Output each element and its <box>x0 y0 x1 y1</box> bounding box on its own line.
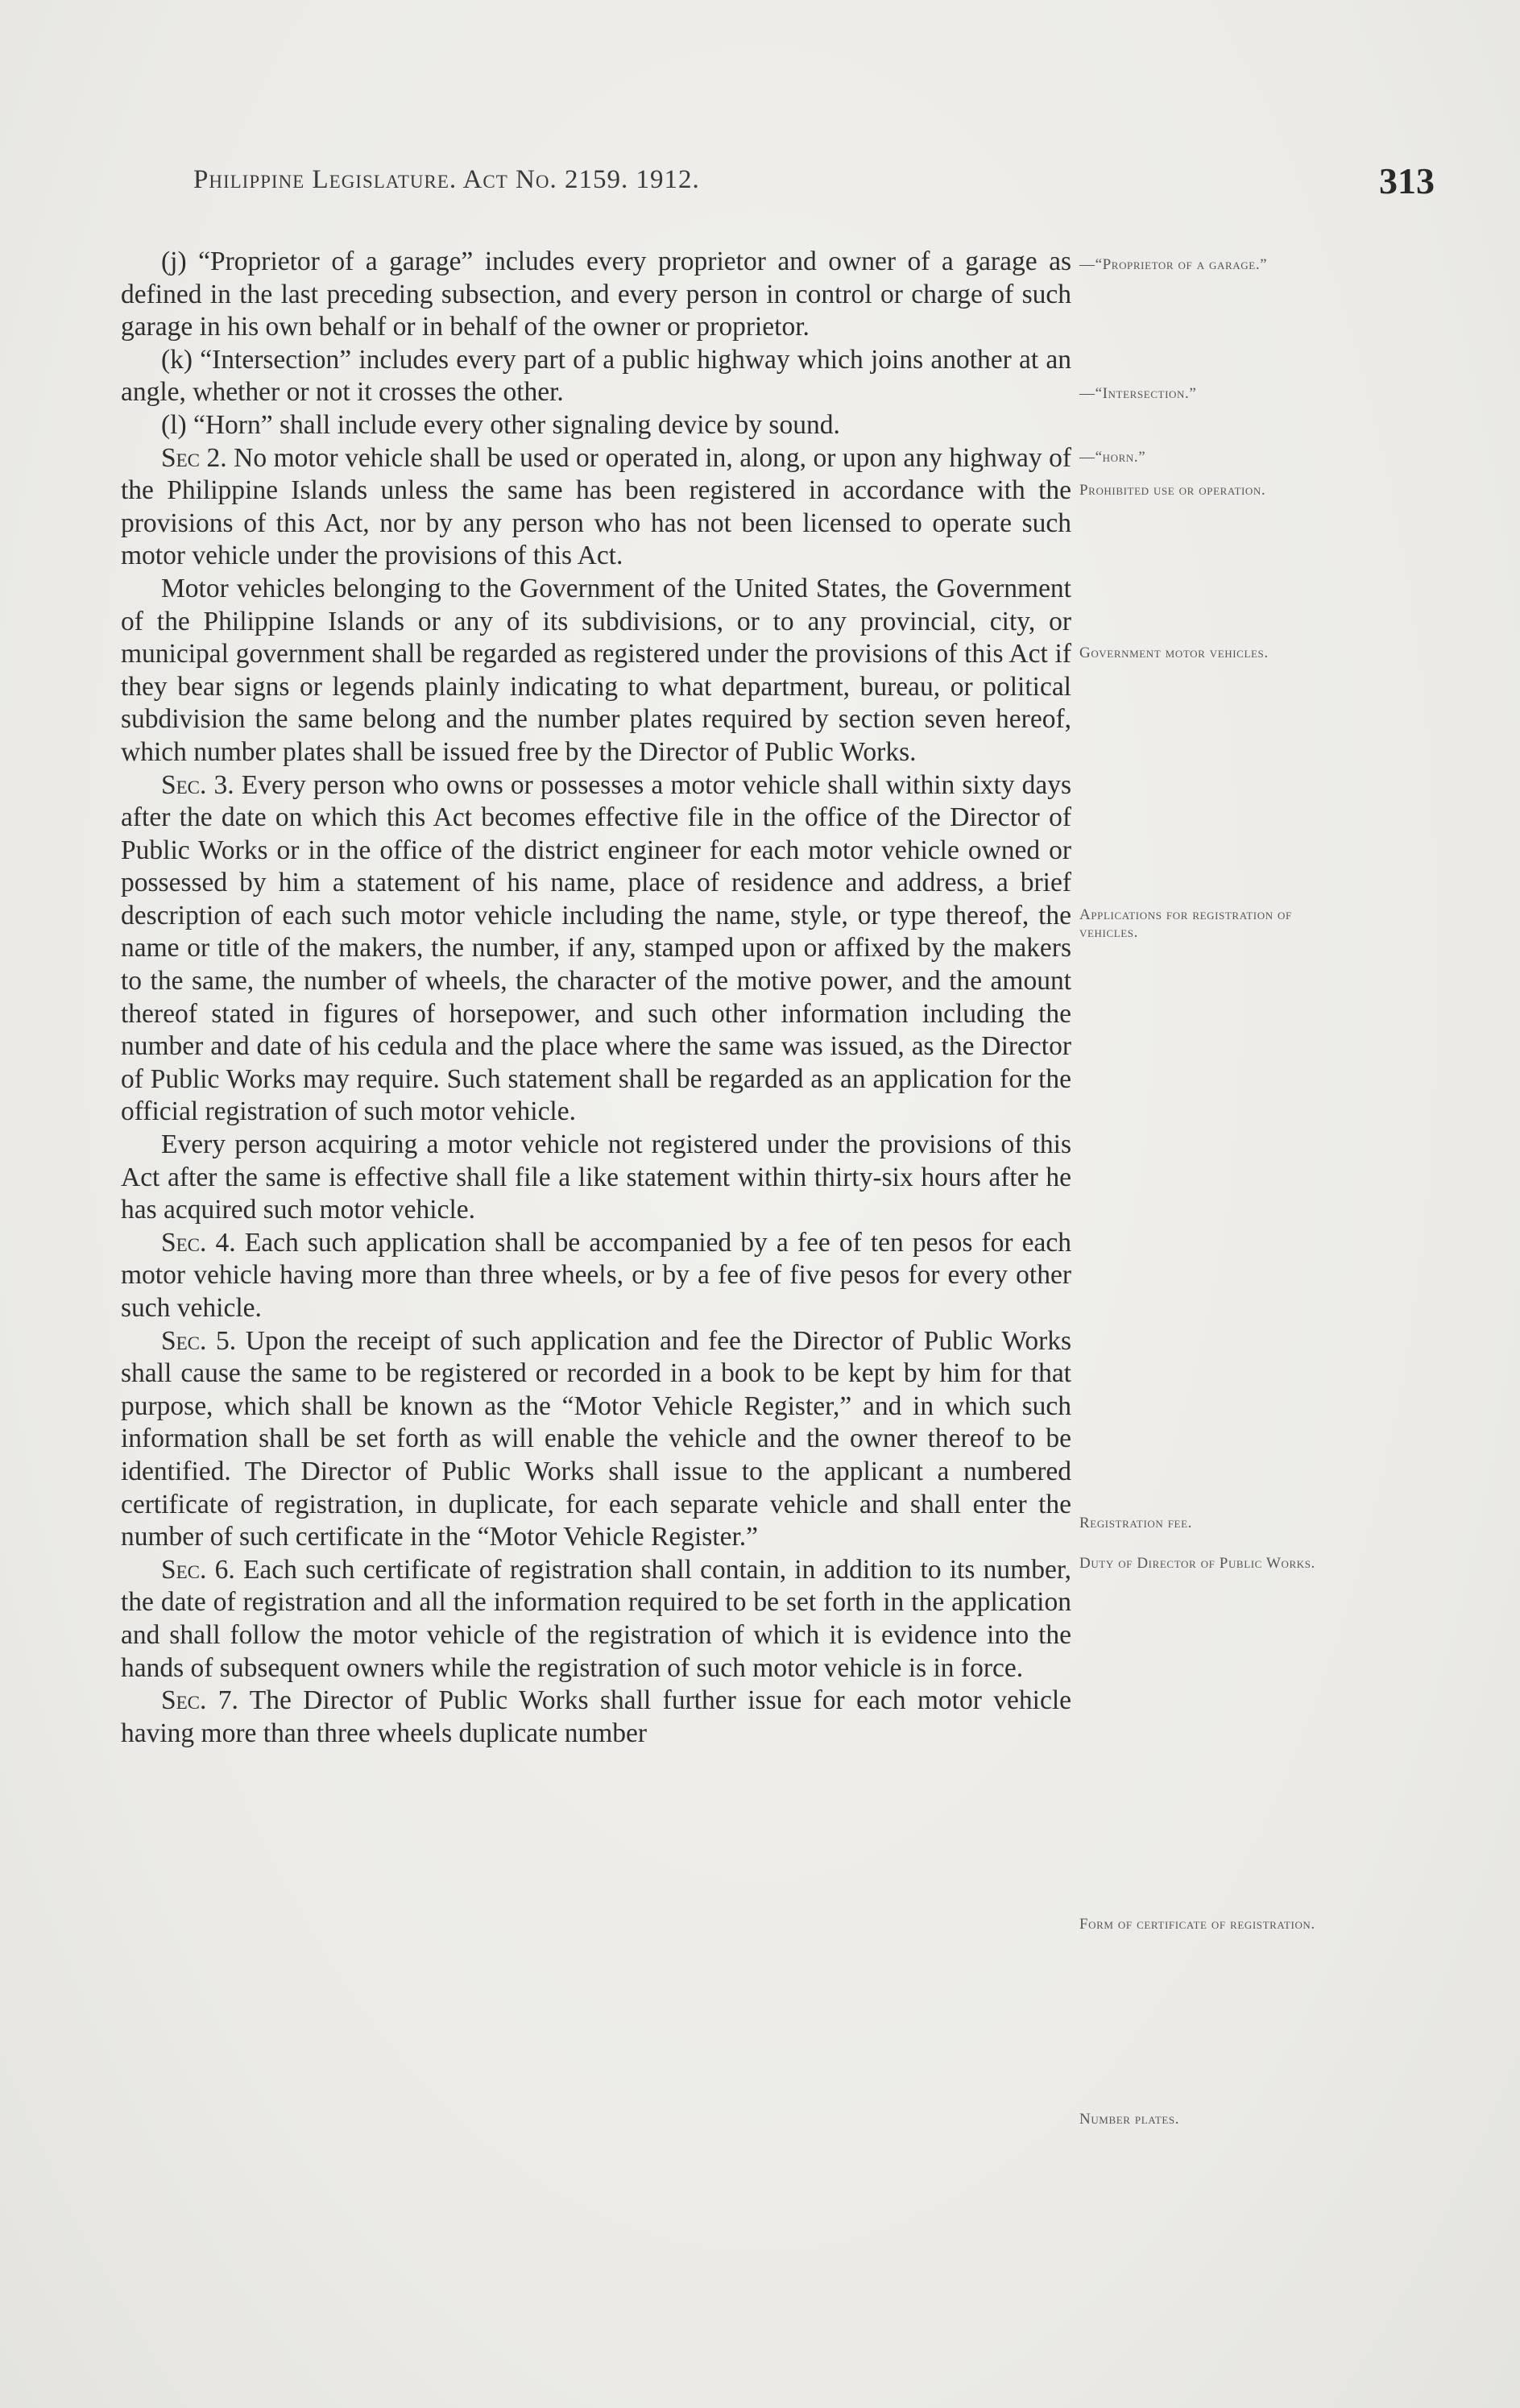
margin-note-horn: —“horn.” <box>1079 449 1146 466</box>
subsection-l: (l) “Horn” shall include every other signaling device by sound. <box>161 409 840 440</box>
section-3-label: Sec. 3. <box>161 769 234 800</box>
margin-note-registration-fee: Registration fee. <box>1079 1515 1192 1531</box>
section-3-text: Every person who owns or possesses a motor vehicle shall within sixty days after the date on which this Act becomes effective file in the office of the Director of Public Works or in the office of the district engineer for each motor vehicle owned or possessed by him a statement of his name, place of residence and address, a brief description of each such motor vehicle including the name, style, or type thereof, the name or title of the makers, the number, if any, stamped upon or affixed by the makers to the same, the number of wheels, the character of the motive power, and the amount thereof stated in figures of horsepower, and such other information including the number and date of his cedula and the place where the same was issued, as the Director of Public Works may require. Such statement shall be regarded as an application for the official registration of such motor vehicle. <box>121 769 1072 1127</box>
section-2-text: No motor vehicle shall be used or operated in, along, or upon any highway of the Philippine Islands unless the same has been registered in accordance with the provisions of this Act, nor by any person who has not been licensed to operate such motor vehicle under the provisions of this Act. <box>121 442 1071 571</box>
margin-note-duty-director: Duty of Director of Public Works. <box>1079 1555 1315 1572</box>
section-7 <box>121 1685 1071 1750</box>
section-6 <box>121 1554 1071 1685</box>
section-6-text: Each such certificate of registration shall contain, in addition to its number, the date of registration and all the information required to be set forth in the application and shall follow the motor vehicle of the registration of which it is evidence into the hands of subsequent owners while the registration of such motor vehicle is in force. <box>121 1554 1072 1683</box>
section-6-label: Sec. 6. <box>161 1554 235 1585</box>
subsection-j: (j) “Proprietor of a garage” includes every proprietor and owner of a garage as defined in the last preceding subsection, and every person in control or charge of such garage in his own behalf or in behalf of the owner or proprietor. <box>121 247 1071 342</box>
section-2 <box>121 442 1071 573</box>
section-7-text: The Director of Public Works shall further issue for each motor vehicle having more than three wheels duplicate number <box>121 1685 1071 1748</box>
margin-note-intersection: —“Intersection.” <box>1079 385 1197 402</box>
running-title: Philippine Legislature. Act No. 2159. 1912. <box>193 165 700 194</box>
margin-note-number-plates: Number plates. <box>1079 2111 1180 2128</box>
subsection-k: (k) “Intersection” includes every part of a public highway which joins another at an angle, whether or not it crosses the other. <box>121 344 1071 408</box>
section-2-label: Sec 2. <box>161 442 227 473</box>
section-5-text: Upon the receipt of such application and fee the Director of Public Works shall cause the same to be registered or recorded in a book to be kept by him for that purpose, which shall be known as the “Motor Vehicle Register,” and in which such information shall be set forth as will enable the vehicle and the owner thereof to be identified. The Director of Public Works shall issue to the applicant a numbered certificate of registration, in duplicate, for each separate vehicle and shall enter the number of such certificate in the “Motor Vehicle Register.” <box>121 1325 1072 1552</box>
body-text <box>121 246 1071 1750</box>
margin-note-applications: Applications for registration of vehicles. <box>1079 906 1292 941</box>
margin-note-government-vehicles: Government motor vehicles. <box>1079 644 1269 661</box>
section-4-label: Sec. 4. <box>161 1227 236 1258</box>
margin-note-form-certificate: Form of certificate of registration. <box>1079 1916 1315 1933</box>
section-4 <box>121 1227 1071 1325</box>
margin-note-proprietor: —“Proprietor of a garage.” <box>1079 256 1268 273</box>
section-5 <box>121 1325 1071 1554</box>
page-number: 313 <box>1379 160 1435 201</box>
section-4-text: Each such application shall be accompanied by a fee of ten pesos for each motor vehicle having more than three wheels, or by a fee of five pesos for every other such vehicle. <box>121 1227 1072 1323</box>
government-vehicles-paragraph: Motor vehicles belonging to the Government of the United States, the Government of the Philippine Islands or any of its subdivisions, or to any provincial, city, or municipal government shall be regarded as registered under the provisions of this Act if they bear signs or legends plainly indicating to what department, bureau, or political subdivision the same belong and the number plates required by section seven hereof, which number plates shall be issued free by the Director of Public Works. <box>121 573 1071 767</box>
acquiring-paragraph: Every person acquiring a motor vehicle not registered under the provisions of this Act after the same is effective shall file a like statement within thirty-six hours after he has acquired such motor vehicle. <box>121 1129 1071 1225</box>
margin-note-prohibited: Prohibited use or operation. <box>1079 482 1266 499</box>
section-3 <box>121 769 1071 1129</box>
section-5-label: Sec. 5. <box>161 1325 237 1356</box>
section-7-label: Sec. 7. <box>161 1685 238 1716</box>
